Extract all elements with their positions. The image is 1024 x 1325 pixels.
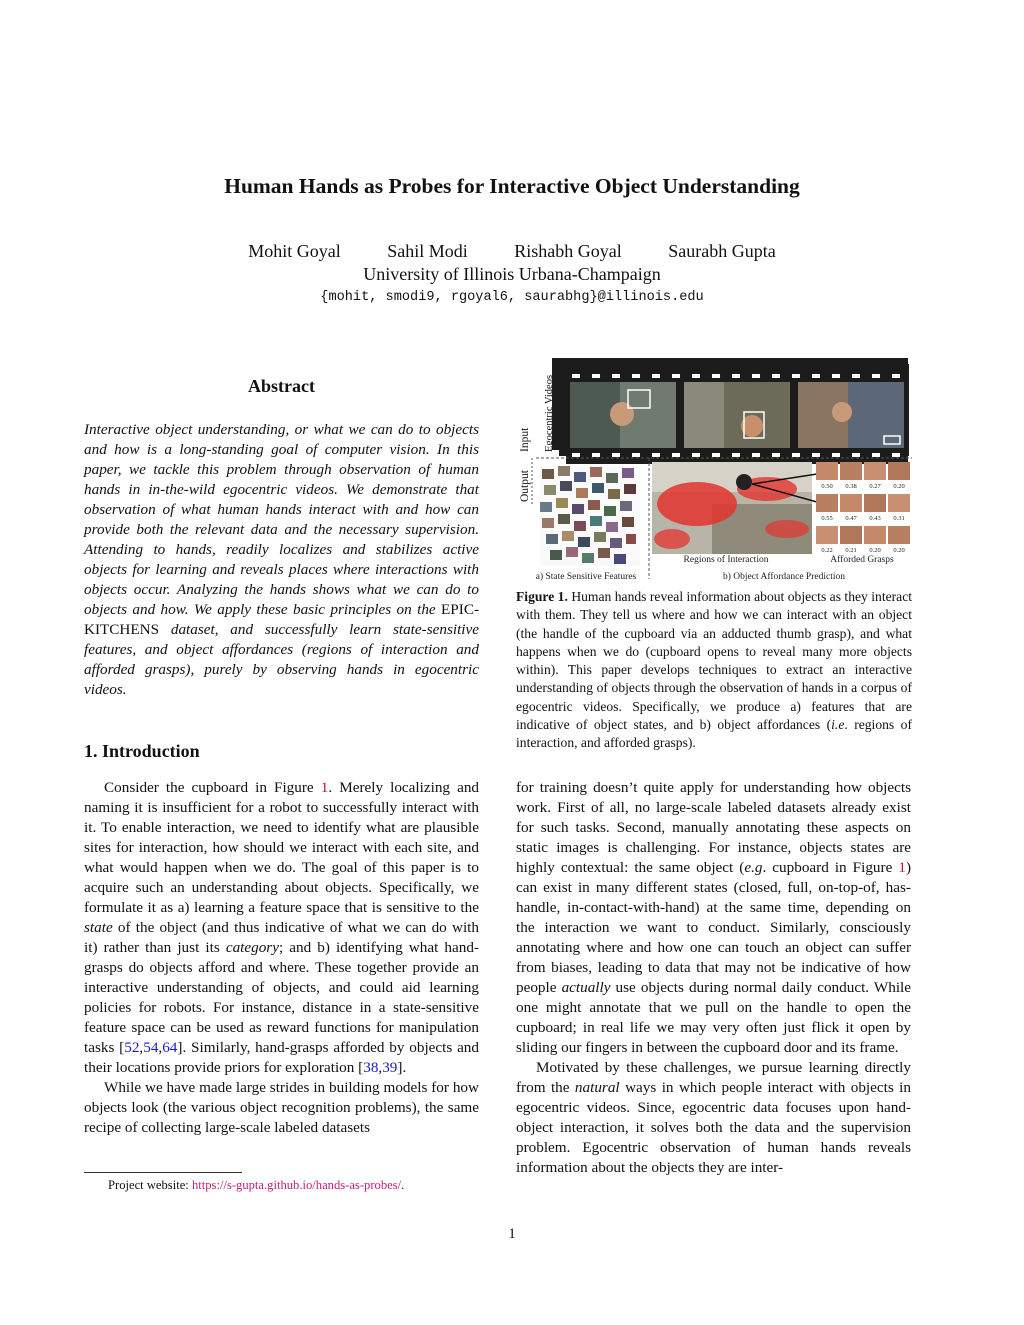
label-afforded-grasps: Afforded Grasps bbox=[830, 555, 894, 565]
paragraph: for training doesn’t quite apply for understanding how objects work. First of all, no large-scale labeled datasets already exist for such tasks. Second, manually annotating these aspects on static images is challenging. For instance, objects states are highly contextual: the same object (e.g. cupboard in Figure 1) can exist in many different states (closed, full, on-top-of, has-handle, in-contact-with-hand) at the same time, depending on the interaction we want to conduct. Similarly, consciously annotating where and how one can touch an object can suffer from biases, leading to data that may not be indicative of how people actually use objects during normal daily conduct. While one might annotate that we pull on the handle to open the cupboard; in real life we may very often just flick it open by sliding our fingers in between the cupboard door and its frame. bbox=[516, 779, 912, 1056]
grasp-score: 0.20 bbox=[893, 547, 905, 554]
label-object-affordance-prediction: b) Object Affordance Prediction bbox=[723, 572, 845, 582]
dataset-name: EPIC-KITCHENS bbox=[84, 601, 479, 638]
figure-ref-link[interactable]: 1 bbox=[320, 779, 329, 796]
grasp-score: 0.43 bbox=[869, 515, 881, 522]
paper-title: Human Hands as Probes for Interactive Object Understanding bbox=[224, 174, 800, 198]
label-regions-of-interaction: Regions of Interaction bbox=[683, 555, 769, 565]
author-list bbox=[0, 241, 1024, 262]
grasp-score: 0.20 bbox=[869, 547, 881, 554]
section-heading: 1. Introduction bbox=[84, 741, 200, 761]
grasp-score: 0.55 bbox=[821, 515, 833, 522]
paragraph: Consider the cupboard in Figure 1. Merely localizing and naming it is insufficient for a robot to successfully interact with it. To enable interaction, we need to identify what are plausible sites for interaction, how should we interact with each site, and what would happen when we do. The goal of this paper is to acquire such an understanding about objects. Specifically, we formulate it as a) learning a feature space that is sensitive to the state of the object (and thus indicative of what we can do with it) rather than just its category; and b) identifying what hand-grasps do objects afford and where. These together provide an interactive understanding of objects, and could aid learning policies for robots. For instance, distance in a state-sensitive feature space can be used as reward functions for manipulation tasks [52,54,64]. Similarly, hand-grasps afforded by objects and their locations provide priors for exploration [38,39]. bbox=[84, 779, 480, 1076]
author-name: Sahil Modi bbox=[387, 241, 468, 261]
author-name: Rishabh Goyal bbox=[514, 241, 622, 261]
citation-link[interactable]: 54 bbox=[143, 1039, 159, 1056]
citation-link[interactable]: 38 bbox=[363, 1059, 379, 1076]
label-egocentric-videos: Egocentric Videos bbox=[544, 374, 555, 452]
citation-link[interactable]: 64 bbox=[162, 1039, 178, 1056]
footnote: Project website: https://s-gupta.github.io/hands-as-probes/. bbox=[108, 1178, 405, 1192]
paragraph: While we have made large strides in building models for how objects look (the various object recognition problems), the same recipe of collecting large-scale labeled datasets bbox=[84, 1079, 479, 1136]
left-column-body bbox=[84, 778, 479, 1138]
interaction-heatmap bbox=[652, 462, 817, 554]
author-name: Mohit Goyal bbox=[248, 241, 341, 261]
abstract-heading: Abstract bbox=[248, 376, 315, 396]
label-output: Output bbox=[519, 470, 531, 502]
author-emails: {mohit, smodi9, rgoyal6, saurabhg}@illinois.edu bbox=[320, 290, 704, 305]
figure-1 bbox=[512, 354, 912, 584]
grasp-score: 0.22 bbox=[821, 547, 833, 554]
grasp-score: 0.31 bbox=[893, 515, 905, 522]
page-number: 1 bbox=[508, 1226, 516, 1242]
grasp-grid bbox=[816, 462, 910, 544]
caption-label: Figure 1. bbox=[516, 589, 568, 604]
paragraph: Motivated by these challenges, we pursue learning directly from the natural ways in which people interact with objects in egocentric videos. Since, egocentric data focuses upon hand-object interaction, it solves both the data and the supervision problem. Egocentric observation of human hands reveals information about the objects they are inter- bbox=[516, 1059, 911, 1176]
label-state-sensitive-features: a) State Sensitive Features bbox=[535, 572, 637, 582]
label-input: Input bbox=[519, 427, 531, 452]
grasp-score: 0.47 bbox=[845, 515, 857, 522]
citation-link[interactable]: 39 bbox=[382, 1059, 398, 1076]
affiliation: University of Illinois Urbana-Champaign bbox=[363, 264, 661, 284]
project-website-link[interactable]: https://s-gupta.github.io/hands-as-probes/ bbox=[191, 1178, 402, 1192]
citation-link[interactable]: 52 bbox=[124, 1039, 140, 1056]
feature-thumbnail-cloud bbox=[540, 466, 640, 566]
figure-caption: Figure 1. Human hands reveal information about objects as they interact with them. They tell us where and how we can interact with an object (the handle of the cupboard via an adducted thumb grasp), and what happens when we do (cupboard opens to reveal many more objects within). This paper develops techniques to extract an interactive understanding of objects through the observation of hands in a corpus of egocentric videos. Specifically, we produce a) features that are indicative of object states, and b) object affordances (i.e. regions of interaction, and afforded grasps). bbox=[516, 589, 913, 751]
grasp-score: 0.27 bbox=[869, 483, 881, 490]
figure-ref-link[interactable]: 1 bbox=[898, 859, 906, 876]
grasp-score: 0.21 bbox=[845, 547, 857, 554]
footnote-rule bbox=[84, 1172, 242, 1173]
abstract-text: Interactive object understanding, or what we can do to objects and how is a long-standing goal of computer vision. In this paper, we tackle this problem through observation of human hands in in-the-wild egocentric videos. We demonstrate that observation of what human hands interact with and how can provide both the relevant data and the necessary supervision. Attending to hands, readily localizes and stabilizes active objects for learning and reveals places where interactions with objects occur. Analyzing the hands shows what we can do to objects and how. We apply these basic principles on the EPIC-KITCHENS dataset, and successfully learn state-sensitive features, and object affordances (regions of interaction and afforded grasps), purely by observing hands in egocentric videos. bbox=[84, 421, 479, 698]
right-column-body bbox=[516, 778, 911, 1178]
grasp-score: 0.38 bbox=[845, 483, 857, 490]
author-name: Saurabh Gupta bbox=[668, 241, 776, 261]
grasp-score: 0.20 bbox=[893, 483, 905, 490]
grasp-score: 0.50 bbox=[821, 483, 833, 490]
